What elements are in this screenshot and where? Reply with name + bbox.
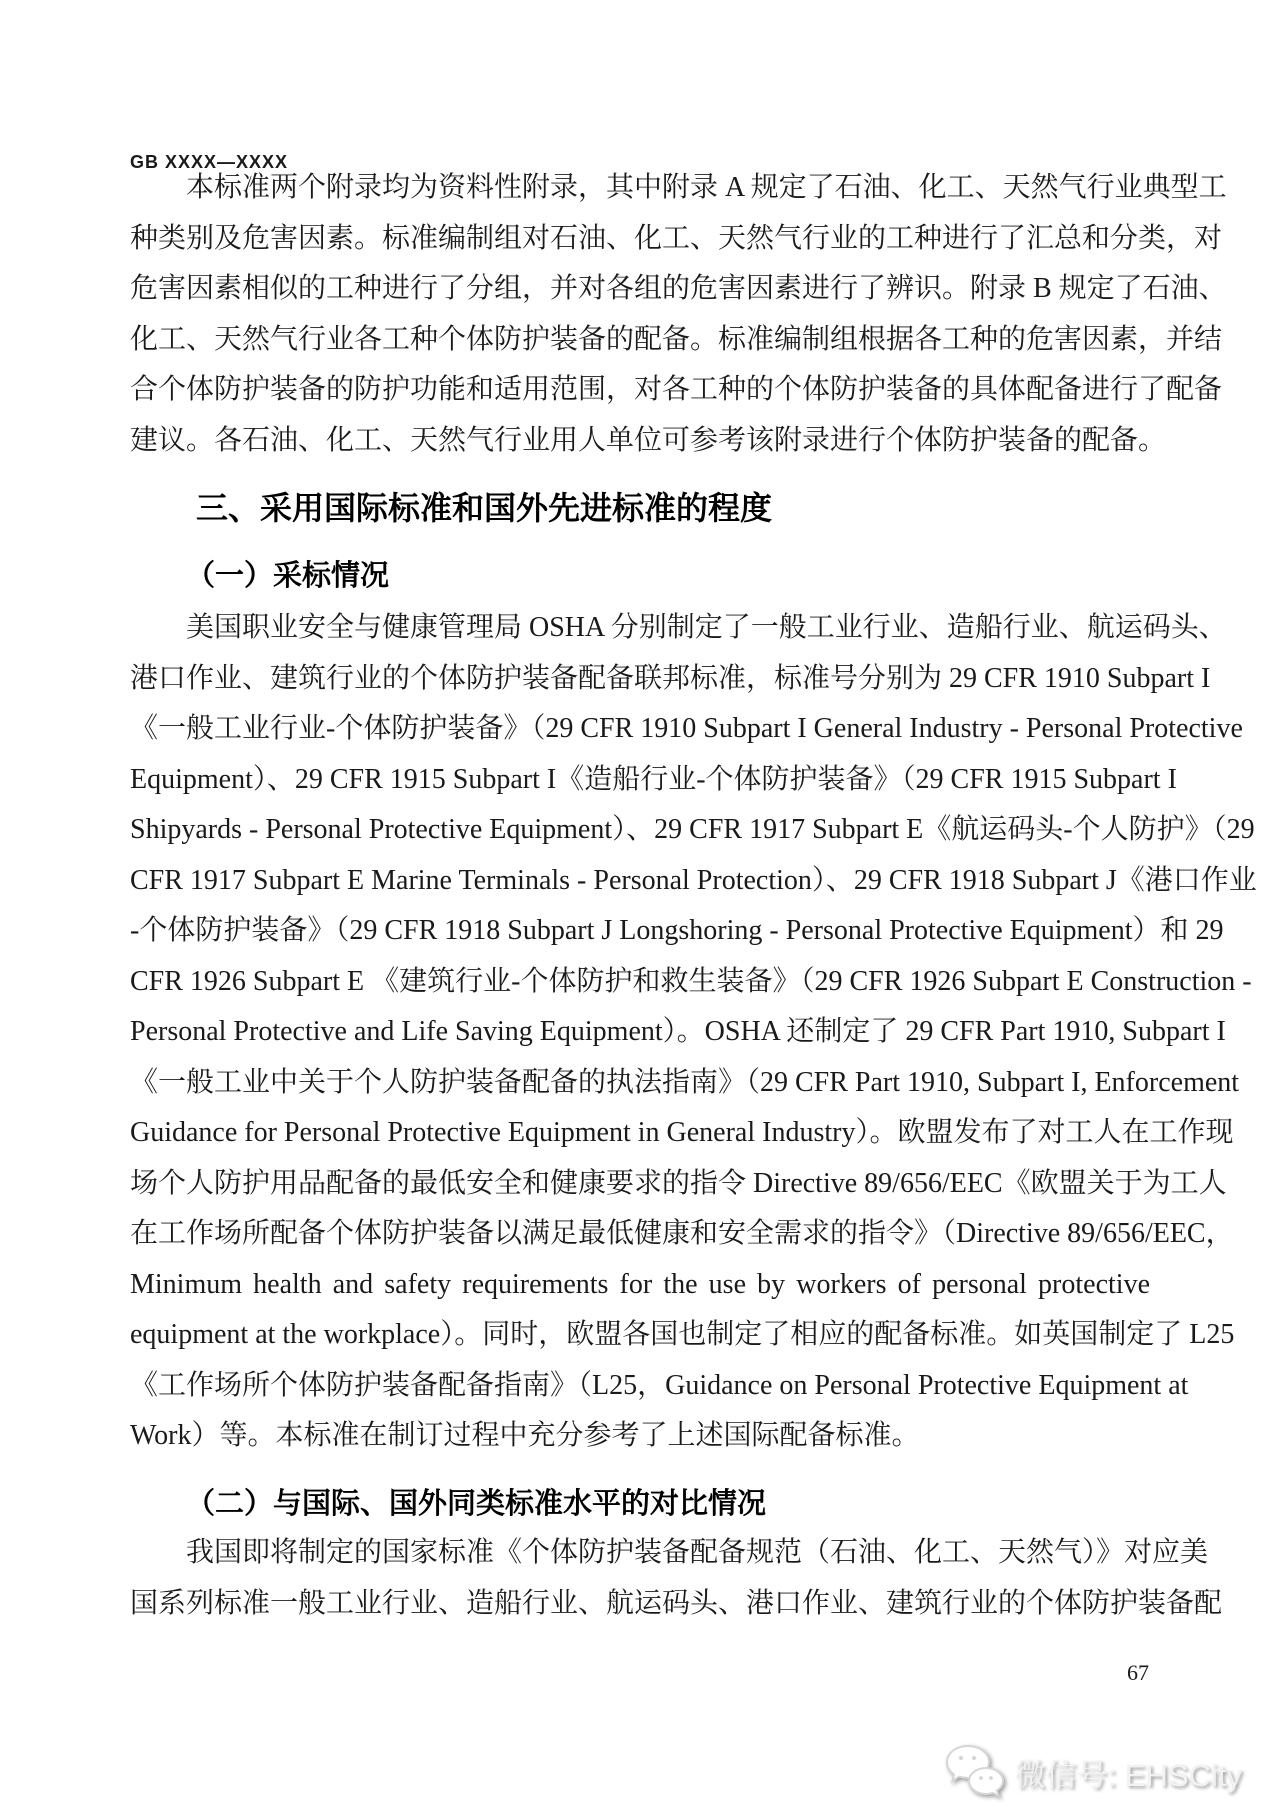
wechat-icon [941,1742,1005,1802]
text-line: 港口作业、建筑行业的个体防护装备配备联邦标准，标准号分别为 29 CFR 1910 Subpart I [130,662,1211,694]
wechat-watermark [941,1742,1242,1802]
text-line: 本标准两个附录均为资料性附录，其中附录 A 规定了石油、化工、天然气行业典型工 [186,172,1227,203]
heading-section-3-1: （一）采标情况 [186,560,390,592]
text-line: 《工作场所个体防护装备配备指南》（L25，Guidance on Personal Protective Equipment at [130,1369,1189,1401]
text-line: 美国职业安全与健康管理局 OSHA 分别制定了一般工业行业、造船行业、航运码头、 [186,612,1227,643]
text-line: -个体防护装备》（29 CFR 1918 Subpart J Longshoring - Personal Protective Equipment）和 29 [130,915,1224,946]
text-line: 种类别及危害因素。标准编制组对石油、化工、天然气行业的工种进行了汇总和分类，对 [130,222,1223,254]
text-line: Work）等。本标准在制订过程中充分参考了上述国际配备标准。 [130,1420,920,1451]
text-line: equipment at the workplace）。同时，欧盟各国也制定了相应的配备标准。如英国制定了 L25 [130,1319,1235,1350]
text-line: 在工作场所配备个体防护装备以满足最低健康和安全需求的指令》（Directive 89/656/EEC， [130,1218,1234,1249]
text-line: Minimum health and safety requirements for the use by workers of personal protective [130,1268,1150,1300]
heading-section-3: 三、采用国际标准和国外先进标准的程度 [196,490,773,526]
doc-code-header: GB XXXX—XXXX [130,152,289,172]
heading-section-3-2: （二）与国际、国外同类标准水平的对比情况 [186,1488,767,1520]
wechat-label: 微信号: EHSCity [1014,1757,1242,1793]
text-line: Personal Protective and Life Saving Equipment）。OSHA 还制定了 29 CFR Part 1910, Subpart I [130,1016,1226,1047]
text-line: 《一般工业中关于个人防护装备配备的执法指南》（29 CFR Part 1910, Subpart I, Enforcement [130,1066,1240,1098]
page-number: 67 [1127,1660,1149,1685]
paragraph-appendix-intro [130,163,1227,466]
text-line: Shipyards - Personal Protective Equipment）、29 CFR 1917 Subpart E《航运码头-个人防护》（29 [130,814,1255,845]
text-line: CFR 1917 Subpart E Marine Terminals - Personal Protection）、29 CFR 1918 Subpart J《港口作业 [130,864,1257,896]
text-line: 场个人防护用品配备的最低安全和健康要求的指令 Directive 89/656/EEC《欧盟关于为工人 [130,1167,1227,1199]
text-line: 《一般工业行业-个体防护装备》（29 CFR 1910 Subpart I General Industry - Personal Protective [130,713,1243,744]
text-line: 我国即将制定的国家标准《个体防护装备配备规范（石油、化工、天然气）》对应美 [186,1537,1209,1568]
text-line: Guidance for Personal Protective Equipment in General Industry）。欧盟发布了对工人在工作现 [130,1117,1234,1148]
text-line: 合个体防护装备的防护功能和适用范围，对各工种的个体防护装备的具体配备进行了配备 [130,374,1223,405]
text-line: 国系列标准一般工业行业、造船行业、航运码头、港口作业、建筑行业的个体防护装备配 [130,1587,1223,1619]
paragraph-standards-comparison [130,1528,1223,1629]
text-line: 危害因素相似的工种进行了分组，并对各组的危害因素进行了辨识。附录 B 规定了石油、 [130,273,1227,304]
paragraph-standards-adoption [130,603,1257,1462]
text-line: 化工、天然气行业各工种个体防护装备的配备。标准编制组根据各工种的危害因素，并结 [130,323,1223,355]
text-line: CFR 1926 Subpart E 《建筑行业-个体防护和救生装备》（29 CFR 1926 Subpart E Construction - [130,965,1252,997]
text-line: Equipment）、29 CFR 1915 Subpart I《造船行业-个体防护装备》（29 CFR 1915 Subpart I [130,763,1177,795]
text-line: 建议。各石油、化工、天然气行业用人单位可参考该附录进行个体防护装备的配备。 [130,424,1167,456]
